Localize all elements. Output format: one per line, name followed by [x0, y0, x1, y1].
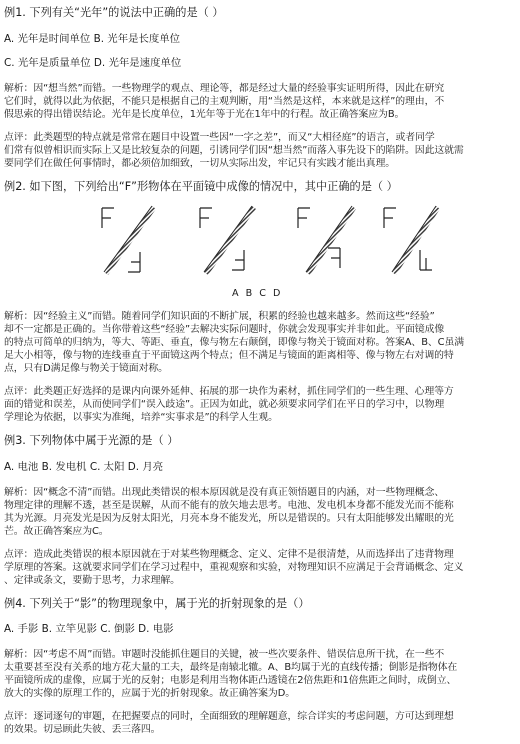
f-object-a: [102, 208, 114, 228]
figure-d: [384, 206, 440, 275]
ex3-analysis-line: 解析：因“概念不清”而错。出现此类错误的根本原因就是没有真正领悟题目的内涵，对一些物理概念、: [4, 487, 445, 498]
ex1-options-ab: A. 光年是时间单位 B. 光年是长度单位: [4, 33, 181, 45]
ex2-analysis-line: 足大小相等，像与物的连线垂直于平面镜这两个特点；但不满足与镜面的距离相等、像与物左右对调的特: [4, 350, 454, 361]
f-image-d: [420, 250, 432, 270]
ex3-comment-line: 点评：造成此类错误的根本原因就在于对某些物理概念、定义、定律不是很清楚，从而选择出了违背物理: [4, 549, 454, 560]
ex2-analysis-line: 点，只有D满足像与物关于镜面对称。: [4, 363, 168, 374]
ex4-question: 例4. 下列关于“影”的物理现象中，属于光的折射现象的是（）: [4, 597, 310, 610]
mirror-hatch-d: [392, 206, 440, 275]
mirror-hatch-b: [204, 206, 256, 275]
ex2-analysis-line: 却不一定都是正确的。当你带着这些“经验”去解决实际问题时，你就会发现事实并非如此。平面镜成像: [4, 324, 445, 335]
ex3-analysis-line: 物理定律的理解不透，甚至是误解，从而不能有的放矢地去思考。电池、发电机本身都不能发光而不能称: [4, 500, 454, 511]
f-image-a: [128, 252, 140, 272]
ex1-analysis-line: 它们时，就得以此为依据，不能只是根据自己的主观判断，用“当然是这样，本来就是这样”的理由，不: [4, 96, 445, 107]
ex1-comment-line: 点评：此类题型的特点就是常常在题目中设置一些因“一字之差”，而又“大相径庭”的语言，或者同学: [4, 132, 435, 143]
ex4-analysis-line: 解析：因“考虑不周”而错。审题时没能抓住题目的关键，被一些次要条件、错误信息所干扰，在一些不: [4, 649, 445, 660]
ex1-comment-line: 要同学们在做任何事情时，都必须倍加细致，一切从实际出发，牢记只有实践才能出真理。: [4, 158, 396, 169]
f-object-c: [298, 208, 310, 228]
ex1-options-cd: C. 光年是质量单位 D. 光年是速度单位: [4, 57, 182, 69]
ex2-comment-line: 面的错觉和误差，从而使同学们“误入歧途”。正因为如此，就必须要求同学们在平日的学习中，以物理: [4, 399, 445, 410]
ex4-analysis-line: 放大的实像的原理工作的，应属于光的折射现象。故正确答案为D。: [4, 688, 295, 699]
ex4-comment-line: 的效果。切忌顾此失彼、丢三落四。: [4, 724, 161, 735]
mirror-hatch-a: [104, 206, 156, 275]
ex4-analysis-line: 平面镜所成的虚像，应属于光的反射；电影是利用当物体距凸透镜在2倍焦距和1倍焦距之间时，成倒立、: [4, 675, 457, 686]
mirror-figures-svg: [0, 200, 520, 280]
ex4-options: A. 手影 B. 立竿见影 C. 倒影 D. 电影: [4, 623, 174, 635]
ex2-comment-line: 点评：此类题正好选择的是课内向课外延伸、拓展的那一块作为素材，抓住同学们的一些生理、心理等方: [4, 386, 454, 397]
ex1-question: 例1. 下列有关“光年”的说法中正确的是（ ）: [4, 6, 224, 19]
figure-a: [102, 206, 156, 275]
ex1-comment-line: 们常有似曾相识而实际上又是比较复杂的问题，引诱同学们因“想当然”而落入事先设下的陷阱。因此这就需: [4, 145, 464, 156]
ex2-question: 例2. 如下图，下列给出“F”形物体在平面镜中成像的情况中，其中正确的是（ ）: [4, 180, 398, 193]
mirror-figures: [0, 200, 520, 280]
ex3-options: A. 电池 B. 发电机 C. 太阳 D. 月亮: [4, 461, 164, 473]
ex2-analysis-line: 的特点可简单的归纳为，等大、等距、垂直，像与物左右颠倒，即像与物关于镜面对称。答案A、B、C虽满: [4, 337, 465, 348]
ex1-analysis-line: 假思索的得出错误结论。光年是长度单位，1光年等于光在1年中的行程。故正确答案应为B。: [4, 109, 405, 120]
ex3-comment-line: 、定律或条文，要勤于思考，力求理解。: [4, 575, 180, 586]
ex4-comment-line: 点评：逐词逐句的审题，在把握要点的同时，全面细致的理解题意，综合详实的考虑问题，方可达到理想: [4, 711, 454, 722]
f-object-b: [200, 208, 212, 228]
ex3-analysis-line: 芒。故正确答案应为C。: [4, 526, 109, 537]
figure-labels: A B C D: [232, 288, 283, 299]
ex4-analysis-line: 太重要甚至没有关系的地方花大量的工夫，最终是南辕北辙。A、B均属于光的直线传播；倒影是指物体在: [4, 662, 458, 673]
ex2-analysis-line: 解析：因“经验主义”而错。随着同学们知识面的不断扩展，积累的经验也越来越多。然而这些“经验”: [4, 311, 435, 322]
ex3-analysis-line: 其为光源。月亮发光是因为反射太阳光，月亮本身不能发光，所以是错误的。只有太阳能够发出耀眼的光: [4, 513, 454, 524]
f-image-b: [232, 250, 244, 270]
ex3-comment-line: 学原理的答案。这就要求同学们在学习过程中，重视观察和实验，对物理知识不应满足于会背诵概念、定义: [4, 562, 464, 573]
ex2-comment-line: 学理论为依据，以事实为准绳，培养“实事求是”的科学人生观。: [4, 412, 278, 423]
ex1-analysis-line: 解析：因“想当然”而错。一些物理学的观点、理论等，都是经过大量的经验事实证明所得，因此在研究: [4, 83, 445, 94]
figure-b: [200, 206, 256, 275]
mirror-hatch-c: [306, 206, 356, 275]
figure-c: [298, 206, 356, 275]
f-object-d: [384, 208, 396, 228]
ex3-question: 例3. 下列物体中属于光源的是（ ）: [4, 434, 179, 447]
f-image-c: [328, 248, 340, 268]
